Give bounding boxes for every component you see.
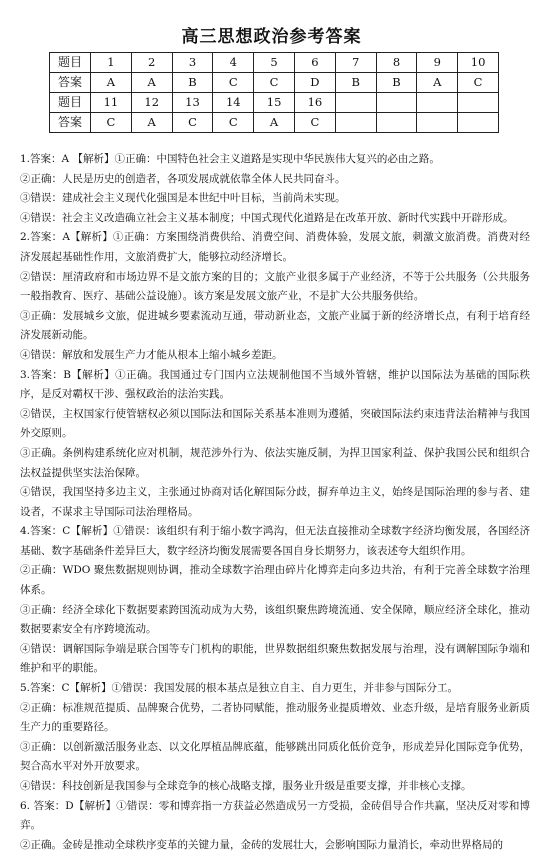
explanation-paragraph: ③正确：发展城乡文旅，促进城乡要素流动互通，带动新业态，文旅产业属于新的经济增长点，有利于培育经济发展新动能。 [20,309,530,342]
question-row-label: 题目 [50,53,91,73]
question-number-cell: 9 [417,53,458,73]
answer-cell: C [294,113,335,133]
answer-cell [376,113,417,133]
answer-cell: C [91,113,132,133]
answer-cell: A [131,113,172,133]
question-number-cell: 5 [254,53,295,73]
question-row [50,93,499,113]
answer-row [50,113,499,133]
answer-cell: B [172,73,213,93]
explanation-paragraph: ②正确。金砖是推动全球秩序变革的关键力量，金砖的发展壮大，会影响国际力量消长，牵动世界格局的 [20,838,503,851]
question-number-cell: 6 [294,53,335,73]
explanation-paragraph: ②正确：人民是历史的创造者，各项发展成就依靠全体人民共同奋斗。 [20,172,346,185]
answer-cell [458,113,499,133]
question-number-cell [458,93,499,113]
answer-cell: C [213,113,254,133]
explanation-paragraph: ③正确。条例构建系统化应对机制，规范涉外行为、依法实施反制，为捍卫国家利益、保护我国公民和组织合法权益提供坚实法治保障。 [20,446,530,479]
answer-cell: A [254,113,295,133]
question-number-cell: 12 [131,93,172,113]
question-row-label: 题目 [50,93,91,113]
question-number-cell: 2 [131,53,172,73]
explanation-paragraph: ④错误：社会主义改造确立社会主义基本制度；中国式现代化道路是在改革开放、新时代实践中开辟形成。 [20,211,514,224]
question-number-cell: 13 [172,93,213,113]
question-number-cell: 4 [213,53,254,73]
explanation-paragraph: ②错误，主权国家行使管辖权必须以国际法和国际关系基本准则为遵循，突破国际法约束违背法治精神与我国外交原则。 [20,407,530,440]
answer-row-label: 答案 [50,73,91,93]
answer-cell: B [335,73,376,93]
explanation-paragraph: ③正确：经济全球化下数据要素跨国流动成为大势，该组织聚焦跨境流通、安全保障，顺应经济全球化，推动数据要素安全有序跨境流动。 [20,603,530,636]
question-number-cell: 15 [254,93,295,113]
question-number-cell: 10 [458,53,499,73]
answer-cell: C [458,73,499,93]
explanation-paragraph: ②正确：标准规范提质、品牌聚合优势，二者协同赋能，推动服务业提质增效、业态升级，是培育服务业新质生产力的重要路径。 [20,701,530,734]
explanation-paragraph: 3.答案：B【解析】①正确。我国通过专门国内立法规制他国不当域外管辖，维护以国际法为基础的国际秩序，是反对霸权干涉、强权政治的法治实践。 [20,368,530,401]
answer-cell [417,113,458,133]
explanation-paragraph: 2.答案：A【解析】①正确：方案围绕消费供给、消费空间、消费体验，发展文旅，刺激文旅消费。消费对经济发展起基础性作用，文旅消费扩大，能够拉动经济增长。 [20,231,530,263]
explanation-paragraph: ④错误，我国坚持多边主义，主张通过协商对话化解国际分歧，摒弃单边主义，始终是国际治理的参与者、建设者，不谋求主导国际司法治理格局。 [20,486,530,518]
explanation-text [20,150,530,855]
question-number-cell [376,93,417,113]
explanation-paragraph: ③正确：以创新激活服务业态、以文化厚植品牌底蕴，能够跳出同质化低价竞争，形成差异化国际竞争优势，契合高水平对外开放要求。 [20,740,530,773]
question-number-cell: 3 [172,53,213,73]
explanation-paragraph: ④错误：调解国际争端是联合国等专门机构的职能，世界数据组织聚焦数据发展与治理，没有调解国际争端和维护和平的职能。 [20,642,530,675]
answer-cell: C [172,113,213,133]
explanation-paragraph: ②错误：厘清政府和市场边界不是文旅方案的目的；文旅产业很多属于产业经济，不等于公共服务（公共服务一般指教育、医疗、基础公益设施）。该方案是发展文旅产业，不是扩大公共服务供给。 [20,270,530,303]
answer-cell: C [213,73,254,93]
answer-table [49,52,499,133]
explanation-paragraph: ②正确：WDO 聚焦数据规则协调，推动全球数字治理由碎片化博弈走向多边共治，有利于完善全球数字治理体系。 [20,564,530,597]
explanation-paragraph: 1.答案：A 【解析】①正确：中国特色社会主义道路是实现中华民族伟大复兴的必由之路。 [20,153,440,165]
page-title: 高三思想政治参考答案 [181,27,362,47]
question-number-cell: 16 [294,93,335,113]
answer-row [50,73,499,93]
question-number-cell: 1 [91,53,132,73]
explanation-paragraph: 4.答案：C【解析】①错误：该组织有利于缩小数字鸿沟，但无法直接推动全球数字经济均衡发展，各国经济基础、数字基础条件差异巨大，数字经济均衡发展需要各国自身长期努力，该表述夸大组织作用。 [20,525,530,557]
answer-cell: C [254,73,295,93]
explanation-paragraph: ④错误：科技创新是我国参与全球竞争的核心战略支撑，服务业升级是重要支撑，并非核心支撑。 [20,780,472,792]
answer-cell: A [131,73,172,93]
answer-cell: D [294,73,335,93]
question-row [50,53,499,73]
question-number-cell: 7 [335,53,376,73]
answer-row-label: 答案 [50,113,91,133]
question-number-cell: 11 [91,93,132,113]
answer-cell: B [376,73,417,93]
explanation-paragraph: ③错误：建成社会主义现代化强国是本世纪中叶目标，当前尚未实现。 [20,192,346,205]
explanation-paragraph: 5.答案：C【解析】①错误：我国发展的根本基点是独立自主、自力更生，并非参与国际分工。 [20,682,459,695]
question-number-cell: 8 [376,53,417,73]
answer-cell [335,113,376,133]
question-number-cell [335,93,376,113]
question-number-cell [417,93,458,113]
answer-cell: A [417,73,458,93]
question-number-cell: 14 [213,93,254,113]
explanation-paragraph: 6. 答案：D【解析】①错误：零和博弈指一方获益必然造成另一方受损，金砖倡导合作共赢，坚决反对零和博弈。 [20,799,530,832]
answer-cell: A [91,73,132,93]
explanation-paragraph: ④错误：解放和发展生产力才能从根本上缩小城乡差距。 [20,348,283,361]
